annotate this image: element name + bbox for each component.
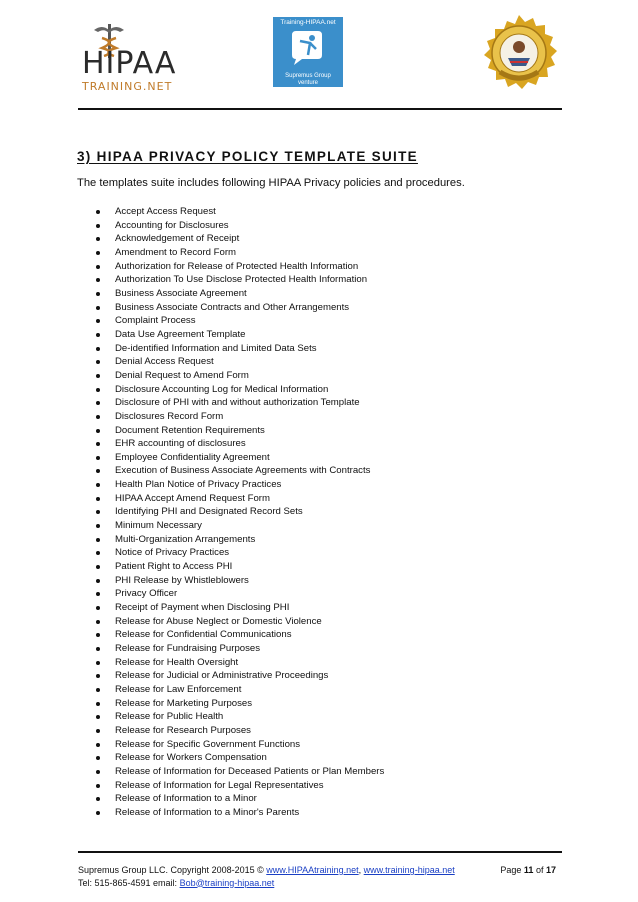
footer-divider (78, 851, 562, 853)
list-item (96, 697, 384, 711)
footer-tel: Tel: 515-865-4591 email: (78, 877, 178, 888)
list-item (96, 738, 384, 752)
list-item (96, 205, 384, 219)
list-item-text: Release for Marketing Purposes (115, 697, 253, 709)
bullet-icon (96, 278, 100, 282)
list-item-text: Identifying PHI and Designated Record Sets (115, 506, 303, 518)
list-item-text: Disclosures Record Form (115, 410, 224, 422)
page-header (0, 0, 638, 112)
bullet-icon (96, 388, 100, 392)
list-item (96, 587, 384, 601)
bullet-icon (96, 237, 100, 241)
bullet-icon (96, 674, 100, 678)
certification-seal-icon (478, 14, 560, 94)
footer-email-link[interactable]: Bob@training-hipaa.net (179, 877, 275, 888)
list-item (96, 779, 384, 793)
list-item-text: Receipt of Payment when Disclosing PHI (115, 602, 290, 614)
list-item (96, 246, 384, 260)
list-item-text: Disclosure Accounting Log for Medical Information (115, 383, 329, 395)
list-item (96, 396, 384, 410)
list-item-text: Release of Information for Legal Representatives (115, 779, 324, 791)
list-item-text: Business Associate Contracts and Other Arrangements (115, 301, 350, 313)
list-item (96, 273, 384, 287)
list-item (96, 683, 384, 697)
bullet-icon (96, 551, 100, 555)
bullet-icon (96, 606, 100, 610)
list-item-text: Release for Abuse Neglect or Domestic Violence (115, 615, 322, 627)
list-item-text: Privacy Officer (115, 588, 178, 600)
bullet-icon (96, 319, 100, 323)
page-footer (78, 864, 562, 889)
list-item (96, 628, 384, 642)
list-item (96, 424, 384, 438)
header-divider (78, 108, 562, 110)
footer-link-training-hipaa[interactable]: www.training-hipaa.net (363, 865, 455, 875)
bullet-icon (96, 429, 100, 433)
list-item-text: Business Associate Agreement (115, 287, 247, 299)
list-item (96, 301, 384, 315)
list-item-text: Release for Law Enforcement (115, 683, 242, 695)
list-item-text: Document Retention Requirements (115, 424, 265, 436)
bullet-icon (96, 524, 100, 528)
bullet-icon (96, 510, 100, 514)
hipaa-logo-word: HIPAA (82, 46, 177, 81)
bullet-icon (96, 469, 100, 473)
bullet-icon (96, 415, 100, 419)
list-item (96, 669, 384, 683)
bullet-icon (96, 784, 100, 788)
bullet-icon (96, 688, 100, 692)
bullet-icon (96, 756, 100, 760)
list-item (96, 232, 384, 246)
page-total: 17 (545, 865, 556, 875)
bullet-icon (96, 770, 100, 774)
list-item (96, 546, 384, 560)
list-item-text: Release for Confidential Communications (115, 629, 292, 641)
page-current: 11 (523, 865, 534, 875)
bullet-icon (96, 633, 100, 637)
list-item-text: Data Use Agreement Template (115, 328, 246, 340)
hipaa-training-logo (80, 22, 177, 93)
list-item-text: Health Plan Notice of Privacy Practices (115, 479, 282, 491)
list-item (96, 369, 384, 383)
list-item-text: Employee Confidentiality Agreement (115, 451, 270, 463)
footer-copyright: Supremus Group LLC. Copyright 2008-2015 © (78, 865, 264, 875)
list-item (96, 574, 384, 588)
bullet-icon (96, 743, 100, 747)
intro-paragraph: The templates suite includes following HIPAA Privacy policies and procedures. (77, 177, 465, 189)
training-logo-company: Supremus Group (285, 73, 331, 79)
page-number (500, 864, 556, 877)
page-of: of (535, 865, 544, 875)
footer-line-2 (78, 877, 562, 890)
bullet-icon (96, 483, 100, 487)
bullet-icon (96, 251, 100, 255)
bullet-icon (96, 265, 100, 269)
list-item (96, 342, 384, 356)
list-item-text: Denial Access Request (115, 356, 214, 368)
list-item (96, 792, 384, 806)
section-title: 3) HIPAA PRIVACY POLICY TEMPLATE SUITE (77, 149, 418, 164)
list-item (96, 383, 384, 397)
bullet-icon (96, 292, 100, 296)
list-item-text: Release for Judicial or Administrative Proceedings (115, 670, 329, 682)
bullet-icon (96, 210, 100, 214)
list-item (96, 505, 384, 519)
list-item (96, 710, 384, 724)
gold-seal-icon (478, 14, 560, 94)
list-item (96, 328, 384, 342)
bullet-icon (96, 729, 100, 733)
list-item (96, 751, 384, 765)
bullet-icon (96, 592, 100, 596)
bullet-icon (96, 333, 100, 337)
list-item-text: Accounting for Disclosures (115, 219, 229, 231)
list-item (96, 724, 384, 738)
list-item (96, 601, 384, 615)
list-item (96, 492, 384, 506)
footer-link-hipaatraining[interactable]: www.HIPAAtraining.net (266, 865, 359, 875)
list-item (96, 437, 384, 451)
training-logo-top-text: Training-HIPAA.net (280, 19, 336, 26)
list-item-text: Release for Health Oversight (115, 656, 239, 668)
list-item-text: Release of Information for Deceased Patients or Plan Members (115, 765, 385, 777)
list-item-text: Release for Research Purposes (115, 724, 251, 736)
bullet-icon (96, 442, 100, 446)
bullet-icon (96, 538, 100, 542)
list-item (96, 478, 384, 492)
list-item-text: Authorization To Use Disclose Protected Health Information (115, 274, 368, 286)
bullet-icon (96, 811, 100, 815)
bullet-icon (96, 347, 100, 351)
list-item (96, 806, 384, 820)
footer-line-1 (78, 864, 562, 877)
list-item-text: Release for Specific Government Functions (115, 738, 301, 750)
bullet-icon (96, 306, 100, 310)
list-item-text: PHI Release by Whistleblowers (115, 574, 249, 586)
list-item (96, 533, 384, 547)
bullet-icon (96, 702, 100, 706)
list-item-text: Release for Public Health (115, 711, 224, 723)
bullet-icon (96, 224, 100, 228)
training-logo-bottom-text (273, 73, 343, 87)
list-item (96, 642, 384, 656)
footer-separator: , (358, 865, 362, 875)
list-item (96, 410, 384, 424)
list-item-text: Multi-Organization Arrangements (115, 533, 256, 545)
bullet-icon (96, 797, 100, 801)
list-item (96, 260, 384, 274)
list-item-text: Amendment to Record Form (115, 246, 237, 258)
list-item (96, 451, 384, 465)
bullet-icon (96, 647, 100, 651)
bullet-icon (96, 661, 100, 665)
list-item-text: De-identified Information and Limited Data Sets (115, 342, 317, 354)
bullet-icon (96, 497, 100, 501)
training-logo-venture: venture (297, 80, 318, 86)
list-item (96, 219, 384, 233)
figure-logo-icon (288, 29, 328, 65)
list-item-text: Disclosure of PHI with and without authorization Template (115, 397, 360, 409)
list-item (96, 560, 384, 574)
list-item (96, 519, 384, 533)
list-item (96, 656, 384, 670)
bullet-icon (96, 579, 100, 583)
list-item (96, 314, 384, 328)
list-item-text: Execution of Business Associate Agreements with Contracts (115, 465, 371, 477)
bullet-icon (96, 715, 100, 719)
list-item-text: Patient Right to Access PHI (115, 561, 233, 573)
list-item-text: Release of Information to a Minor (115, 793, 257, 805)
bullet-icon (96, 565, 100, 569)
list-item-text: Notice of Privacy Practices (115, 547, 230, 559)
bullet-icon (96, 374, 100, 378)
list-item-text: Release for Workers Compensation (115, 752, 267, 764)
list-item-text: Complaint Process (115, 315, 196, 327)
list-item-text: Release for Fundraising Purposes (115, 643, 261, 654)
list-item (96, 615, 384, 629)
list-item (96, 464, 384, 478)
training-hipaa-logo (273, 17, 343, 87)
list-item-text: Acknowledgement of Receipt (115, 233, 240, 245)
list-item-text: Denial Request to Amend Form (115, 369, 249, 381)
list-item-text: Accept Access Request (115, 206, 216, 217)
list-item-text: Minimum Necessary (115, 520, 202, 532)
bullet-icon (96, 620, 100, 624)
list-item (96, 355, 384, 369)
page-prefix: Page (500, 865, 522, 875)
bullet-icon (96, 401, 100, 405)
list-item-text: Release of Information to a Minor's Parents (115, 806, 300, 818)
bullet-icon (96, 456, 100, 460)
list-item-text: EHR accounting of disclosures (115, 438, 246, 450)
list-item (96, 765, 384, 779)
hipaa-logo-subtitle: TRAINING.NET (82, 80, 173, 93)
policy-list (96, 205, 384, 820)
list-item-text: Authorization for Release of Protected Health Information (115, 260, 359, 272)
list-item (96, 287, 384, 301)
list-item-text: HIPAA Accept Amend Request Form (115, 492, 270, 504)
bullet-icon (96, 360, 100, 364)
